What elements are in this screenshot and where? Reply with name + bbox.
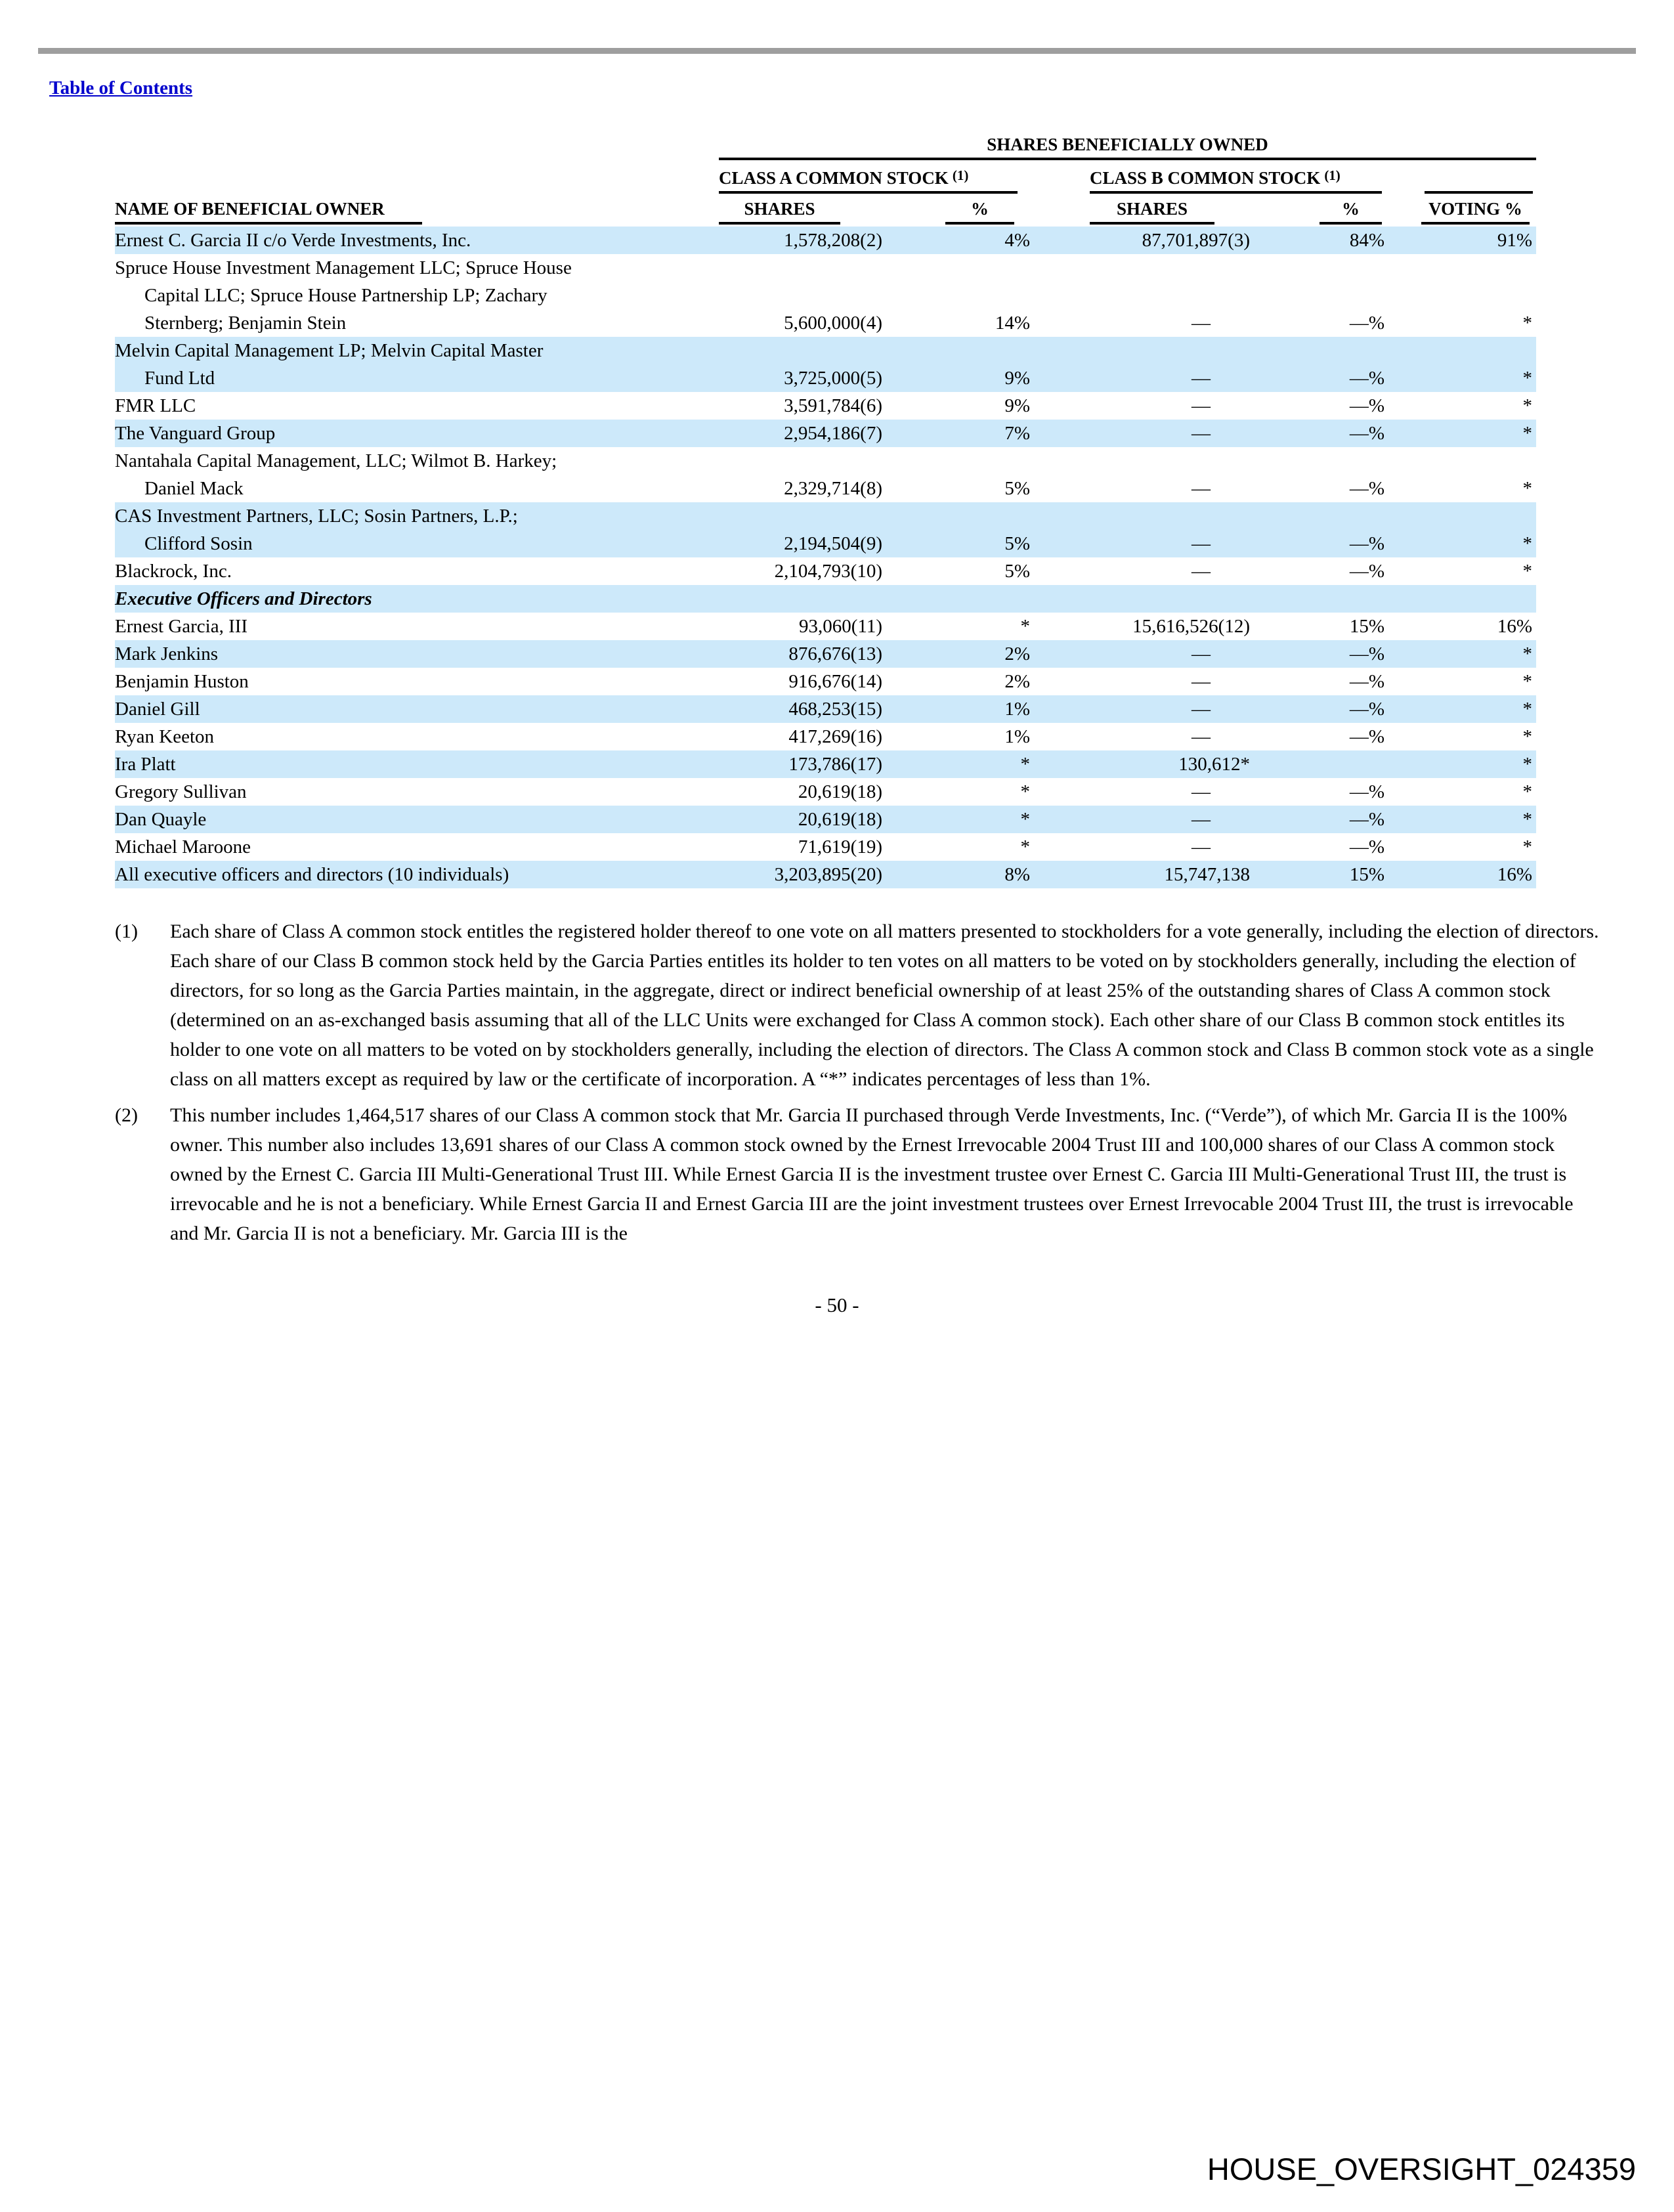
owner-name-cell <box>115 695 709 723</box>
owner-name-line: Capital LLC; Spruce House Partnership LP; Zachary <box>144 285 547 306</box>
owner-name-line: Daniel Mack <box>144 478 244 499</box>
group-header-label: SHARES BENEFICIALLY OWNED <box>987 135 1268 154</box>
class-a-pct-cell: 9% <box>1004 395 1030 416</box>
owner-name-cell <box>115 420 709 447</box>
class-b-pct-cell: 15% <box>1349 864 1384 885</box>
class-b-shares-cell: — <box>1191 423 1211 444</box>
class-a-shares-cell: 2,954,186(7) <box>784 423 882 444</box>
window-divider-bar <box>38 48 1636 54</box>
class-a-pct-cell: 2% <box>1004 643 1030 664</box>
table-header-columns-row <box>115 198 1536 225</box>
owner-name-line: FMR LLC <box>115 395 196 416</box>
class-b-shares-cell: — <box>1191 671 1211 692</box>
beneficial-ownership-table <box>115 133 1536 888</box>
class-a-pct-header: % <box>886 198 1034 225</box>
class-a-pct-cell: * <box>1020 754 1030 775</box>
class-a-shares-cell: 3,591,784(6) <box>784 395 882 416</box>
owner-name-line: Clifford Sosin <box>144 533 253 554</box>
table-row <box>115 723 1536 750</box>
class-b-shares-cell: — <box>1191 809 1211 830</box>
owner-name-cell <box>115 668 709 695</box>
voting-pct-cell: * <box>1522 726 1532 747</box>
table-row <box>115 420 1536 447</box>
owner-name-line: Mark Jenkins <box>115 643 219 664</box>
footnote <box>115 1100 1606 1248</box>
class-a-pct-cell: 7% <box>1004 423 1030 444</box>
table-row <box>115 806 1536 833</box>
class-b-common-stock-header <box>1034 164 1388 194</box>
class-b-shares-cell: — <box>1191 478 1211 499</box>
class-b-pct-cell: —% <box>1349 699 1384 720</box>
class-a-pct-cell: 14% <box>995 313 1030 334</box>
owner-name-cell <box>115 613 709 640</box>
class-b-shares-cell: — <box>1191 836 1211 857</box>
class-a-pct-cell: 1% <box>1004 726 1030 747</box>
owner-name-line: Nantahala Capital Management, LLC; Wilmot B. Harkey; <box>115 450 557 471</box>
voting-column-top-rule <box>1388 191 1536 194</box>
class-b-shares-cell: — <box>1191 561 1211 582</box>
voting-pct-cell: 91% <box>1497 230 1532 251</box>
footnotes <box>115 917 1606 1255</box>
table-row <box>115 861 1536 888</box>
class-a-shares-cell: 417,269(16) <box>788 726 882 747</box>
class-b-shares-cell: — <box>1191 313 1211 334</box>
footnote-text: This number includes 1,464,517 shares of our Class A common stock that Mr. Garcia II purchased through Verde Investments, Inc. (“Verde”), of which Mr. Garcia II is the 100% owner. This number also includes 13,691 shares of our Class A common stock owned by the Ernest Irrevocable 2004 Trust III and 100,000 shares of our Class A common stock owned by the Ernest C. Garcia III Multi-Generational Trust III. While Ernest Garcia II is the investment trustee over Ernest C. Garcia III Multi-Generational Trust III, the trust is irrevocable and he is not a beneficiary. While Ernest Garcia II and Ernest Garcia III are the joint investment trustees over Ernest Irrevocable 2004 Trust III, the trust is irrevocable and Mr. Garcia II is not a beneficiary. Mr. Garcia III is the <box>170 1104 1574 1244</box>
owner-name-cell <box>115 806 709 833</box>
owner-name-cell <box>115 557 709 585</box>
class-b-shares-cell: — <box>1191 726 1211 747</box>
class-a-label: CLASS A COMMON STOCK <box>719 168 949 188</box>
table-row <box>115 502 1536 557</box>
class-a-footnote-ref: (1) <box>952 167 969 183</box>
bates-stamp: HOUSE_OVERSIGHT_024359 <box>1207 2152 1636 2186</box>
class-b-pct-cell: —% <box>1349 671 1384 692</box>
class-a-pct-cell: 5% <box>1004 478 1030 499</box>
class-a-shares-cell: 1,578,208(2) <box>784 230 882 251</box>
class-b-shares-header: SHARES <box>1034 198 1254 225</box>
voting-pct-cell: * <box>1522 478 1532 499</box>
class-b-shares-cell: — <box>1191 643 1211 664</box>
table-section-row <box>115 585 1536 613</box>
class-a-shares-cell: 876,676(13) <box>788 643 882 664</box>
class-b-pct-cell: —% <box>1349 395 1384 416</box>
table-rows <box>115 227 1536 888</box>
voting-pct-cell: * <box>1522 395 1532 416</box>
class-a-pct-cell: 8% <box>1004 864 1030 885</box>
owner-name-line: Ryan Keeton <box>115 726 215 747</box>
class-b-pct-cell: —% <box>1349 836 1384 857</box>
owner-name-line: Benjamin Huston <box>115 671 249 692</box>
table-row <box>115 778 1536 806</box>
voting-pct-cell: * <box>1522 754 1532 775</box>
voting-pct-cell: * <box>1522 781 1532 802</box>
table-row <box>115 392 1536 420</box>
class-a-shares-header: SHARES <box>709 198 886 225</box>
owner-name-line: Dan Quayle <box>115 809 207 830</box>
class-b-shares-cell: 130,612* <box>1178 754 1250 775</box>
class-b-shares-cell: — <box>1191 781 1211 802</box>
class-b-pct-cell: —% <box>1349 561 1384 582</box>
class-a-pct-cell: * <box>1020 809 1030 830</box>
owner-name-line: Executive Officers and Directors <box>115 588 372 609</box>
name-of-beneficial-owner-header: NAME OF BENEFICIAL OWNER <box>115 198 709 225</box>
class-b-pct-cell: —% <box>1349 726 1384 747</box>
class-b-shares-cell: — <box>1191 368 1211 389</box>
owner-name-cell <box>115 254 709 337</box>
owner-name-line: Melvin Capital Management LP; Melvin Capital Master <box>115 340 544 361</box>
voting-pct-cell: 16% <box>1497 616 1532 637</box>
class-b-pct-cell: —% <box>1349 423 1384 444</box>
owner-name-line: Ernest C. Garcia II c/o Verde Investments, Inc. <box>115 230 471 251</box>
owner-name-cell <box>115 585 709 613</box>
voting-pct-cell: * <box>1522 671 1532 692</box>
table-row <box>115 447 1536 502</box>
owner-name-cell <box>115 227 709 254</box>
owner-name-line: Blackrock, Inc. <box>115 561 232 582</box>
class-a-shares-cell: 2,104,793(10) <box>774 561 882 582</box>
owner-name-cell <box>115 640 709 668</box>
owner-name-line: Sternberg; Benjamin Stein <box>144 313 347 334</box>
class-b-shares-cell: 87,701,897(3) <box>1142 230 1250 251</box>
table-row <box>115 833 1536 861</box>
class-a-common-stock-header <box>709 164 1034 194</box>
class-b-pct-cell: —% <box>1349 478 1384 499</box>
class-b-pct-cell: —% <box>1349 809 1384 830</box>
class-a-shares-cell: 20,619(18) <box>798 781 882 802</box>
class-b-shares-cell: — <box>1191 395 1211 416</box>
voting-pct-cell: * <box>1522 699 1532 720</box>
class-a-shares-cell: 2,194,504(9) <box>784 533 882 554</box>
owner-name-cell <box>115 502 709 557</box>
class-a-shares-cell: 3,725,000(5) <box>784 368 882 389</box>
footnote-text: Each share of Class A common stock entitles the registered holder thereof to one vote on all matters presented to stockholders for a vote generally, including the election of directors. Each share of our Class B common stock held by the Garcia Parties entitles its holder to ten votes on all matters to be voted on by stockholders generally, including the election of directors, for so long as the Garcia Parties maintain, in the aggregate, direct or indirect beneficial ownership of at least 25% of the outstanding shares of Class A common stock (determined on an as-exchanged basis assuming that all of the LLC Units were exchanged for Class A common stock). Each other share of our Class B common stock entitles its holder to one vote on all matters to be voted on by stockholders generally, including the election of directors. The Class A common stock and Class B common stock vote as a single class on all matters except as required by law or the certificate of incorporation. A “*” indicates percentages of less than 1%. <box>170 921 1599 1090</box>
class-a-shares-cell: 5,600,000(4) <box>784 313 882 334</box>
owner-name-cell <box>115 337 709 392</box>
voting-pct-cell: * <box>1522 643 1532 664</box>
class-b-pct-cell: —% <box>1349 643 1384 664</box>
owner-name-line: Ira Platt <box>115 754 176 775</box>
class-a-pct-cell: 1% <box>1004 699 1030 720</box>
class-a-shares-cell: 3,203,895(20) <box>774 864 882 885</box>
class-b-shares-cell: 15,616,526(12) <box>1132 616 1250 637</box>
class-a-shares-cell: 93,060(11) <box>799 616 882 637</box>
class-b-pct-cell: 15% <box>1349 616 1384 637</box>
owner-name-cell <box>115 861 709 888</box>
owner-name-cell <box>115 750 709 778</box>
voting-pct-cell: * <box>1522 809 1532 830</box>
voting-pct-cell: * <box>1522 836 1532 857</box>
class-a-shares-cell: 2,329,714(8) <box>784 478 882 499</box>
class-b-shares-cell: — <box>1191 699 1211 720</box>
voting-pct-cell: 16% <box>1497 864 1532 885</box>
owner-name-line: Daniel Gill <box>115 699 200 720</box>
voting-pct-cell: * <box>1522 533 1532 554</box>
table-row <box>115 750 1536 778</box>
class-a-pct-cell: 2% <box>1004 671 1030 692</box>
table-header-class-row <box>115 164 1536 194</box>
owner-name-line: Gregory Sullivan <box>115 781 247 802</box>
class-a-shares-cell: 468,253(15) <box>788 699 882 720</box>
class-a-pct-cell: 9% <box>1004 368 1030 389</box>
owner-name-line: The Vanguard Group <box>115 423 276 444</box>
table-row <box>115 337 1536 392</box>
table-row <box>115 640 1536 668</box>
owner-name-cell <box>115 833 709 861</box>
owner-name-line: CAS Investment Partners, LLC; Sosin Partners, L.P.; <box>115 506 518 527</box>
voting-pct-cell: * <box>1522 313 1532 334</box>
class-b-pct-cell: —% <box>1349 533 1384 554</box>
footnote-marker: (2) <box>115 1104 138 1126</box>
owner-name-cell <box>115 723 709 750</box>
table-row <box>115 613 1536 640</box>
class-b-label: CLASS B COMMON STOCK <box>1090 168 1321 188</box>
owner-name-line: Ernest Garcia, III <box>115 616 248 637</box>
class-b-pct-header: % <box>1254 198 1388 225</box>
table-row <box>115 668 1536 695</box>
owner-name-cell <box>115 447 709 502</box>
footnote <box>115 917 1606 1094</box>
footnote-marker: (1) <box>115 921 138 942</box>
class-b-shares-cell: — <box>1191 533 1211 554</box>
table-of-contents-link[interactable]: Table of Contents <box>49 77 193 98</box>
class-a-pct-cell: 4% <box>1004 230 1030 251</box>
owner-name-line: All executive officers and directors (10 individuals) <box>115 864 509 885</box>
table-row <box>115 254 1536 337</box>
owner-name-cell <box>115 392 709 420</box>
class-a-pct-cell: * <box>1020 616 1030 637</box>
owner-name-line: Michael Maroone <box>115 836 251 857</box>
shares-beneficially-owned-header <box>709 133 1536 160</box>
owner-name-line: Spruce House Investment Management LLC; Spruce House <box>115 257 572 278</box>
class-b-shares-cell: 15,747,138 <box>1164 864 1250 885</box>
class-a-pct-cell: 5% <box>1004 533 1030 554</box>
voting-pct-cell: * <box>1522 368 1532 389</box>
class-a-pct-cell: * <box>1020 836 1030 857</box>
class-a-shares-cell: 173,786(17) <box>788 754 882 775</box>
class-a-pct-cell: 5% <box>1004 561 1030 582</box>
owner-name-cell <box>115 778 709 806</box>
class-a-shares-cell: 71,619(19) <box>798 836 882 857</box>
class-b-footnote-ref: (1) <box>1324 167 1341 183</box>
class-b-pct-cell: —% <box>1349 781 1384 802</box>
class-b-pct-cell: —% <box>1349 368 1384 389</box>
page-number: - 50 - <box>815 1293 859 1316</box>
voting-pct-header: VOTING % <box>1388 198 1536 225</box>
class-a-shares-cell: 916,676(14) <box>788 671 882 692</box>
class-b-pct-cell: —% <box>1349 313 1384 334</box>
table-row <box>115 695 1536 723</box>
table-row <box>115 557 1536 585</box>
table-row <box>115 227 1536 254</box>
voting-pct-cell: * <box>1522 423 1532 444</box>
table-header-group-row <box>115 133 1536 160</box>
class-b-pct-cell: 84% <box>1349 230 1384 251</box>
class-a-pct-cell: * <box>1020 781 1030 802</box>
class-a-shares-cell: 20,619(18) <box>798 809 882 830</box>
voting-pct-cell: * <box>1522 561 1532 582</box>
owner-name-line: Fund Ltd <box>144 368 215 389</box>
